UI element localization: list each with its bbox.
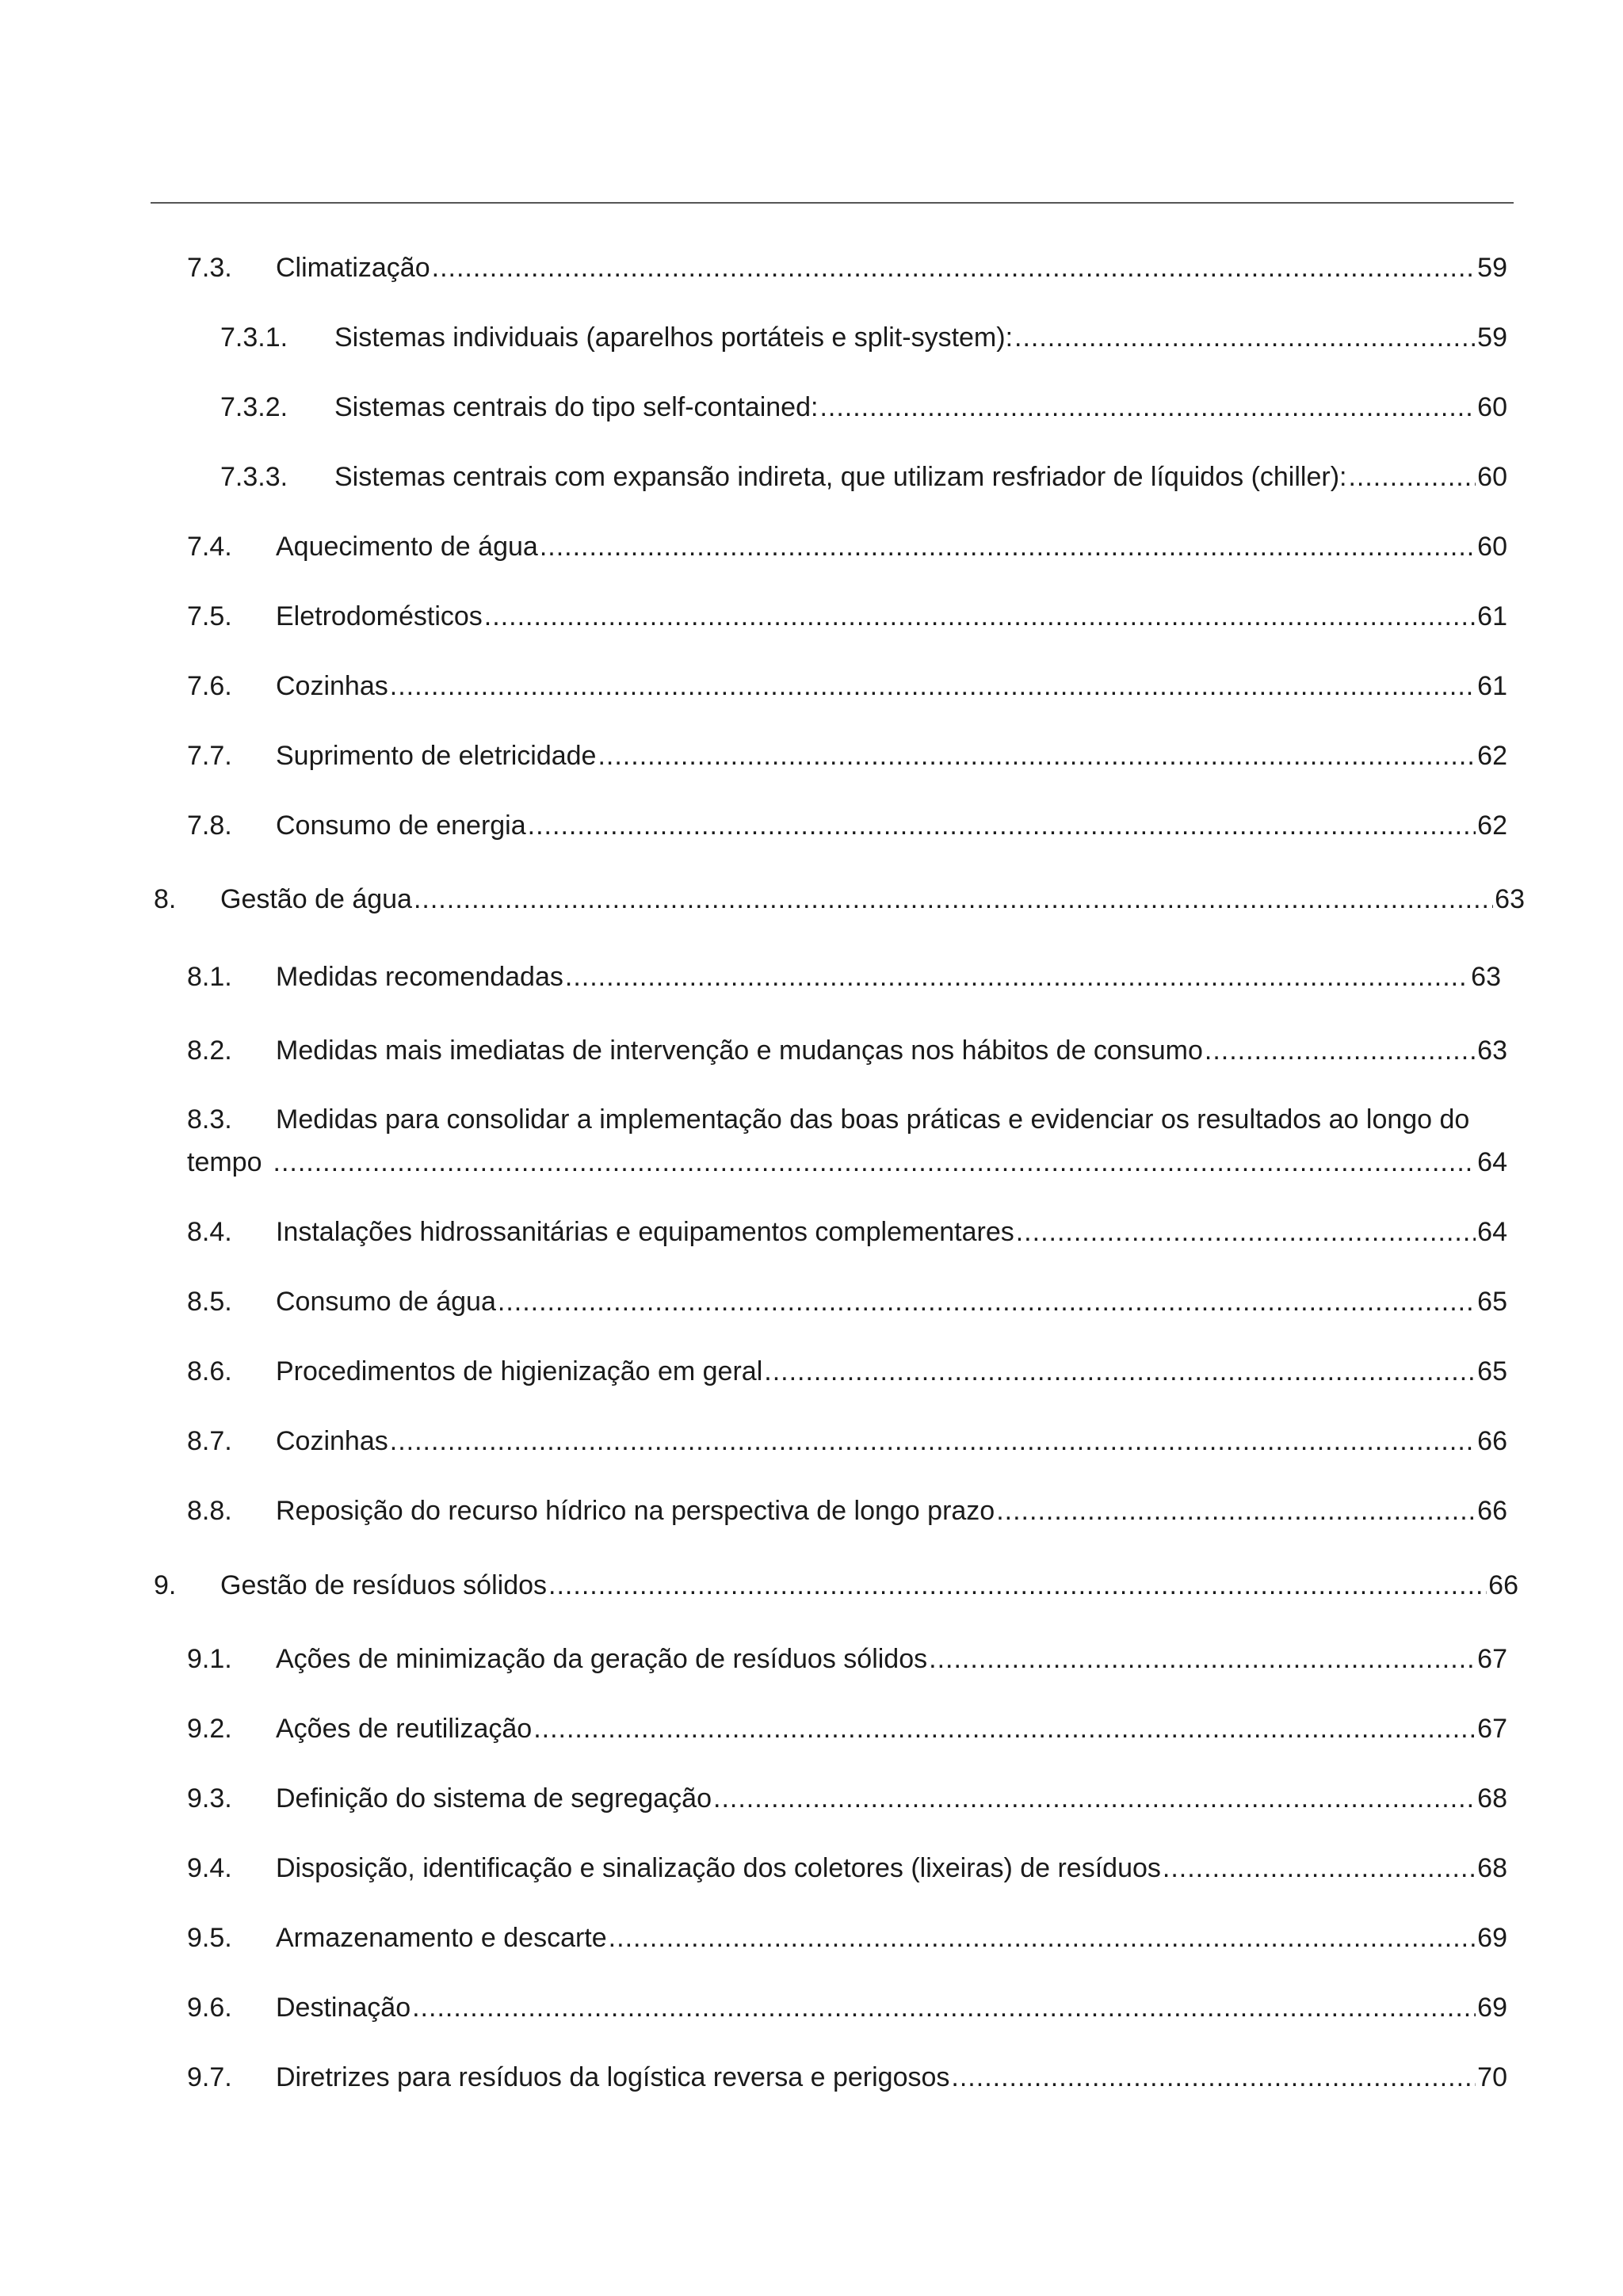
dot-leader: [390, 1424, 1476, 1459]
toc-number: 7.3.2.: [220, 392, 288, 422]
toc-number: 8.7.: [187, 1426, 232, 1456]
dot-leader: [951, 2060, 1476, 2095]
toc-number: 8.3.: [187, 1104, 232, 1135]
toc-entry-8-1[interactable]: [187, 959, 1501, 994]
dot-leader: [1205, 1033, 1476, 1068]
toc-title: Ações de reutilização: [276, 1714, 533, 1744]
toc-page-number: 60: [1477, 532, 1507, 562]
toc-title: Instalações hidrossanitárias e equipamentos complementares: [276, 1217, 1014, 1247]
toc-page-number: 70: [1477, 2062, 1507, 2092]
dot-leader: [390, 669, 1476, 704]
dot-leader: [498, 1284, 1476, 1319]
toc-page-number: 60: [1477, 392, 1507, 422]
toc-page-number: 61: [1477, 671, 1507, 701]
toc-entry-7-3[interactable]: [187, 250, 1507, 285]
toc-entry-7-5[interactable]: [187, 599, 1507, 634]
toc-number: 8.5.: [187, 1287, 232, 1317]
toc-page-number: 60: [1477, 462, 1507, 492]
toc-page-number: 66: [1488, 1570, 1518, 1600]
dot-leader: [598, 738, 1476, 773]
toc-number: 9.5.: [187, 1923, 232, 1953]
toc-page-number: 65: [1477, 1287, 1507, 1317]
toc-number: 7.5.: [187, 601, 232, 631]
toc-entry-7-8[interactable]: [187, 808, 1507, 843]
toc-title: Consumo de energia: [276, 810, 526, 841]
dot-leader: [533, 1711, 1476, 1746]
toc-entry-8-8[interactable]: [187, 1493, 1507, 1528]
toc-number: 8.: [154, 884, 177, 914]
toc-page-number: 59: [1477, 322, 1507, 353]
toc-title: Aquecimento de água: [276, 532, 538, 562]
toc-entry-8-4[interactable]: [187, 1215, 1507, 1249]
toc-entry-8-2[interactable]: [187, 1033, 1507, 1068]
toc-title: Procedimentos de higienização em geral: [276, 1356, 763, 1386]
toc-entry-7-3-2[interactable]: [220, 390, 1507, 425]
toc-number: 8.8.: [187, 1496, 232, 1526]
toc-number: 8.4.: [187, 1217, 232, 1247]
toc-entry-8-7[interactable]: [187, 1424, 1507, 1459]
dot-leader: [1016, 1215, 1476, 1249]
dot-leader: [273, 1145, 1476, 1180]
toc-number: 8.2.: [187, 1035, 232, 1066]
dot-leader: [565, 959, 1469, 994]
toc-page-number: 66: [1477, 1496, 1507, 1526]
dot-leader: [609, 1920, 1476, 1955]
toc-title: Armazenamento e descarte: [276, 1923, 607, 1953]
toc-entry-7-3-1[interactable]: [220, 320, 1507, 355]
dot-leader: [1163, 1851, 1476, 1886]
toc-number: 7.6.: [187, 671, 232, 701]
toc-page-number: 59: [1477, 253, 1507, 283]
toc-entry-9-7[interactable]: [187, 2060, 1507, 2095]
toc-page-number: 62: [1477, 741, 1507, 771]
toc-number: 9.2.: [187, 1714, 232, 1744]
toc-number: 8.6.: [187, 1356, 232, 1386]
dot-leader: [764, 1354, 1476, 1389]
toc-entry-9-6[interactable]: [187, 1990, 1507, 2025]
toc-entry-8[interactable]: [154, 882, 1525, 917]
toc-title: Medidas para consolidar a implementação das boas práticas e evidenciar os resultados ao longo do: [276, 1104, 1470, 1135]
toc-title: Gestão de resíduos sólidos: [220, 1570, 548, 1600]
toc-title: Cozinhas: [276, 671, 388, 701]
toc-page-number: 69: [1477, 1993, 1507, 2023]
dot-leader: [414, 882, 1493, 917]
toc-title: Consumo de água: [276, 1287, 496, 1317]
toc-title: Destinação: [276, 1993, 411, 2023]
toc-title: Disposição, identificação e sinalização dos coletores (lixeiras) de resíduos: [276, 1853, 1161, 1883]
toc-title: Sistemas individuais (aparelhos portáteis e split-system):: [334, 322, 1014, 353]
toc-number: 9.3.: [187, 1783, 232, 1814]
toc-number: 9.7.: [187, 2062, 232, 2092]
toc-page-number: 69: [1477, 1923, 1507, 1953]
toc-number: 7.7.: [187, 741, 232, 771]
dot-leader: [929, 1642, 1476, 1676]
dot-leader: [432, 250, 1476, 285]
toc-entry-8-3[interactable]: [187, 1102, 1507, 1180]
dot-leader: [540, 529, 1476, 564]
toc-number: 9.1.: [187, 1644, 232, 1674]
dot-leader: [484, 599, 1476, 634]
dot-leader: [819, 390, 1476, 425]
toc-number: 9.: [154, 1570, 177, 1600]
toc-number: 7.4.: [187, 532, 232, 562]
toc-number: 7.3.1.: [220, 322, 288, 353]
toc-page-number: 66: [1477, 1426, 1507, 1456]
toc-entry-9-2[interactable]: [187, 1711, 1507, 1746]
toc-title-continuation: tempo: [187, 1147, 262, 1177]
dot-leader: [1348, 460, 1476, 494]
toc-title: Definição do sistema de segregação: [276, 1783, 712, 1814]
toc-title: Ações de minimização da geração de resíduos sólidos: [276, 1644, 928, 1674]
toc-page-number: 63: [1477, 1035, 1507, 1066]
toc-page-number: 61: [1477, 601, 1507, 631]
toc-number: 9.6.: [187, 1993, 232, 2023]
toc-entry-7-7[interactable]: [187, 738, 1507, 773]
dot-leader: [996, 1493, 1476, 1528]
toc-page-number: 67: [1477, 1714, 1507, 1744]
toc-entry-7-6[interactable]: [187, 669, 1507, 704]
toc-title: Eletrodomésticos: [276, 601, 483, 631]
dot-leader: [412, 1990, 1476, 2025]
dot-leader: [528, 808, 1476, 843]
toc-page-number: 68: [1477, 1783, 1507, 1814]
toc-title: Sistemas centrais com expansão indireta, que utilizam resfriador de líquidos (chiller):: [334, 462, 1347, 492]
toc-entry-9-3[interactable]: [187, 1781, 1507, 1816]
toc-title: Reposição do recurso hídrico na perspectiva de longo prazo: [276, 1496, 995, 1526]
toc-page-number: 64: [1477, 1217, 1507, 1247]
toc-entry-9-1[interactable]: [187, 1642, 1507, 1676]
toc-title: Diretrizes para resíduos da logística reversa e perigosos: [276, 2062, 950, 2092]
toc-entry-8-6[interactable]: [187, 1354, 1507, 1389]
toc-page-number: 65: [1477, 1356, 1507, 1386]
toc-page-number: 62: [1477, 810, 1507, 841]
toc-number: 8.1.: [187, 962, 232, 992]
toc-number: 7.3.3.: [220, 462, 288, 492]
toc-title: Gestão de água: [220, 884, 412, 914]
toc-entry-7-4[interactable]: [187, 529, 1507, 564]
toc-page-number: 68: [1477, 1853, 1507, 1883]
toc-title: Medidas recomendadas: [276, 962, 563, 992]
toc-page-number: 63: [1471, 962, 1501, 992]
dot-leader: [713, 1781, 1476, 1816]
toc-number: 9.4.: [187, 1853, 232, 1883]
toc-number: 7.3.: [187, 253, 232, 283]
toc-entry-7-3-3[interactable]: [220, 460, 1507, 494]
toc-entry-9[interactable]: [154, 1568, 1518, 1603]
toc-title: Suprimento de eletricidade: [276, 741, 597, 771]
toc-number: 7.8.: [187, 810, 232, 841]
toc-title: Cozinhas: [276, 1426, 388, 1456]
dot-leader: [548, 1568, 1487, 1603]
toc-title: Sistemas centrais do tipo self-contained:: [334, 392, 819, 422]
dot-leader: [1014, 320, 1476, 355]
toc-page-number: 67: [1477, 1644, 1507, 1674]
toc-page-number: 64: [1477, 1147, 1507, 1177]
toc-title: Medidas mais imediatas de intervenção e mudanças nos hábitos de consumo: [276, 1035, 1203, 1066]
toc-page-number: 63: [1495, 884, 1525, 914]
toc-entry-9-4[interactable]: [187, 1851, 1507, 1886]
toc-entry-9-5[interactable]: [187, 1920, 1507, 1955]
toc-entry-8-5[interactable]: [187, 1284, 1507, 1319]
toc-title: Climatização: [276, 253, 430, 283]
